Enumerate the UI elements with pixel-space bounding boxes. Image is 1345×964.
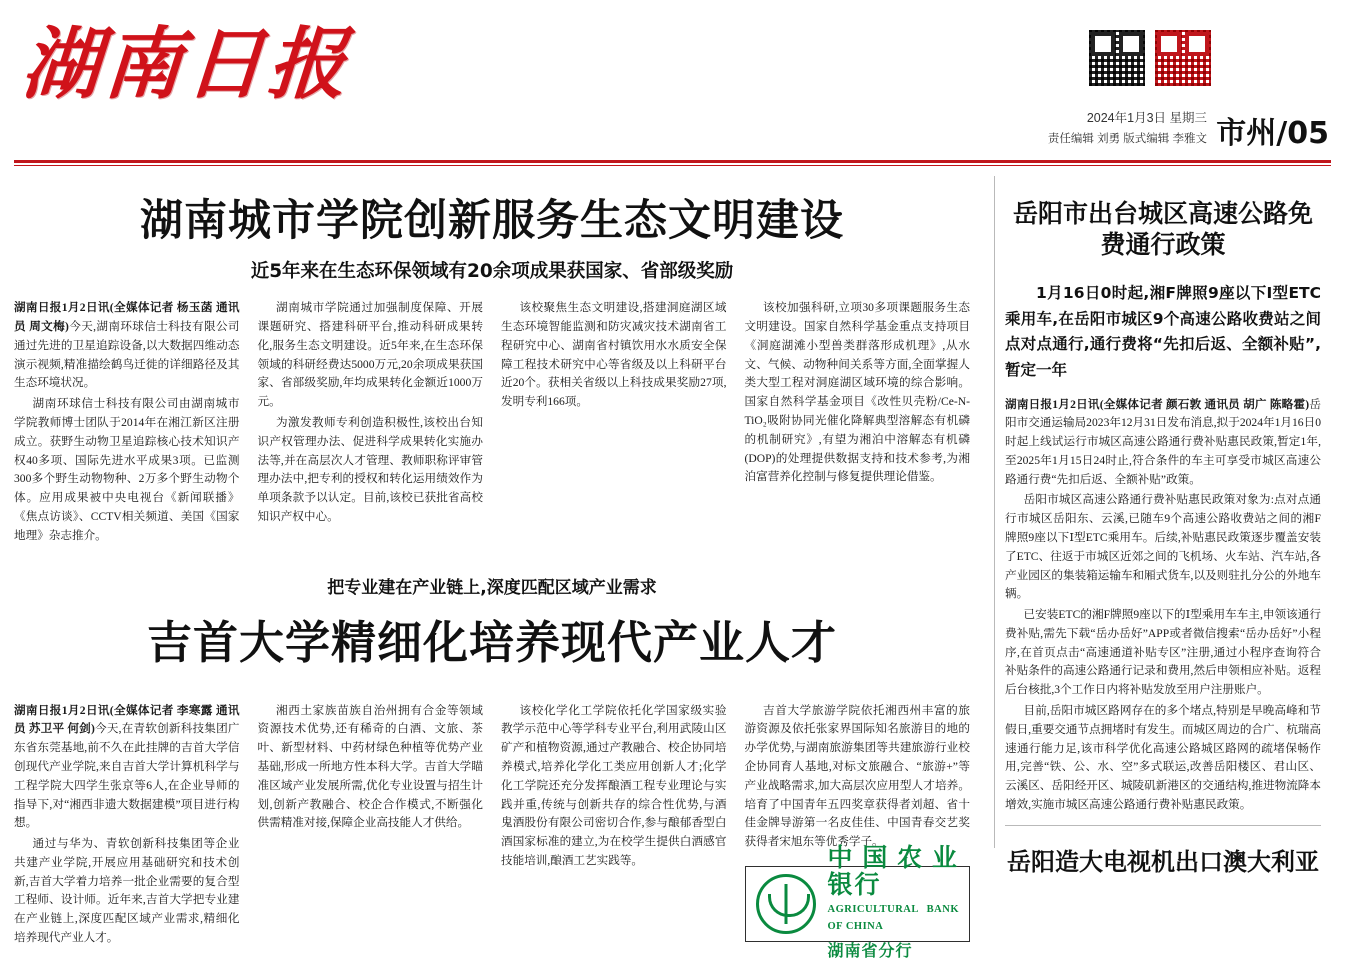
- article1-para-1: 今天,湖南环球信士科技有限公司通过先进的卫星追踪设备,以大数据四维动态演示视频,精准描绘鹤鸟迁徙的详细路径及其生态环境状况。: [14, 320, 240, 390]
- abc-bank-branch: 湖南省分行: [827, 940, 913, 960]
- article1-para-3: 湖南城市学院通过加强制度保障、开展课题研究、搭建科研平台,推动科研成果转化,服务生态文明建设。近5年来,在生态环保领域的科研经费达5000万元,20余项成果获国家、省部级奖励,年均成果转化金额近1000万元。: [257, 301, 483, 409]
- article1-subheadline: 近5年来在生态环保领域有20余项成果获国家、省部级奖励: [250, 261, 734, 283]
- right-para-4: 目前,岳阳市城区路网存在的多个堵点,特别是早晚高峰和节假日,重要交通节点拥堵时有发生。而城区周边的合广、杭瑞高速通行能力足,该市科学优化高速公路城区路网的疏堵保畅作用,完善“铁、公、水、空”多式联运,改善岳阳楼区、君山区、云溪区、岳阳经开区、城陵矶新港区的交通结构,推进物流降本增效,实施市城区高速公路通行费补贴惠民政策。: [1005, 704, 1321, 811]
- qr-code-row: [909, 30, 1211, 86]
- article2-para-3: 湘西土家族苗族自治州拥有合金等领域资源技术优势,还有稀奇的白酒、文旅、茶叶、新型材料、中药材绿色种植等优势产业基础,形成一所地方性本科大学。吉首大学瞄准区域产业发展所需,优化专业设置与招生计划,创新产教融合、校企合作模式,不断强化供需精准对接,保障企业高技能人才供给。: [257, 703, 483, 830]
- article2-column-2: [258, 702, 484, 950]
- masthead: [0, 0, 1345, 160]
- qr-code-2[interactable]: [1155, 30, 1211, 86]
- article1-column-4: [745, 299, 971, 547]
- article2-para-4: 该校化学化工学院依托化学国家级实验教学示范中心等学科专业平台,利用武陵山区矿产和植物资源,通过产教融合、校企协同培养模式,培养化学化工类应用创新人才;化学化工学院还充分发挥酿酒工程专业理论与实践并重,传统与创新共存的综合性优势,与酒鬼酒股份有限公司密切合作,参与酿郁香型白酒国家标准的建立,为在校学生提供白酒感官技能培训,酿酒工艺实践等。: [501, 703, 727, 867]
- section-label: 市州/05: [1216, 116, 1329, 151]
- masthead-divider-thick: [14, 160, 1331, 163]
- article1-para-2: 湖南环球信士科技有限公司由湖南城市学院教师博士团队于2014年在湘江新区注册成立。获野生动物卫星追踪核心技术知识产权40多项、国际先进水平成果3项。已监测300多个野生动物物种、2万多个野生动物个体。应用成果被中央电视台《新闻联播》《焦点访谈》、CCTV相关频道、美国《国家地理》杂志推介。: [14, 397, 240, 542]
- article1-column-3: [501, 299, 727, 547]
- article2-column-1: [14, 702, 240, 950]
- article1-column-2: [258, 299, 484, 547]
- article1-byline: 湖南日报1月2日讯(全媒体记者 杨玉菡 通讯员 周文梅): [14, 301, 240, 334]
- article1-para-4: 为激发教师专利创造积极性,该校出台知识产权管理办法、促进科学成果转化实施办法等,并在高层次人才管理、教师职称评审管理办法中,把专利的授权和转化运用绩效作为单项条款予以认定。目前,该校已获批省高校知识产权中心。: [257, 415, 483, 523]
- article2-para-1: 今天,在青软创新科技集团广东省东莞基地,前不久在此挂牌的吉首大学信创现代产业学院,来自吉首大学计算机科学与工程学院大四学生张京等6人,在企业导师的指导下,对“湘西非遗大数据建模”项目进行构想。: [14, 722, 240, 830]
- right-article-headline: 岳阳市出台城区高速公路免费通行政策: [1012, 199, 1313, 260]
- article1-para-5: 该校聚焦生态文明建设,搭建洞庭湖区域生态环境智能监测和防灾减灾技术湖南省工程研究中心、湖南省村镇饮用水水质安全保障工程技术研究中心等省级及以上科研平台近20个。获相关省级以上科技成果奖励27项,发明专利166项。: [501, 301, 727, 409]
- editors-line: 责任编辑 刘勇 版式编辑 李雅文: [1047, 133, 1207, 145]
- right-article-divider: [1005, 825, 1321, 826]
- page-content: [14, 176, 1331, 960]
- right-para-1: 岳阳市交通运输局2023年12月31日发布消息,拟于2024年1月16日0时起上线试运行市城区高速公路通行费补贴惠民政策,暂定1年,至2025年1月15日24时止,符合条件的车主可享受市城区高速公路通行费“先扣后返、全额补贴”政策。: [1005, 397, 1321, 486]
- article1-headline: 湖南城市学院创新服务生态文明建设: [140, 196, 844, 246]
- article2-column-4: [744, 702, 971, 960]
- article2-columns: [14, 702, 970, 960]
- article2-para-2: 通过与华为、青软创新科技集团等企业共建产业学院,开展应用基础研究和技术创新,吉首大学着力培养一批企业需要的复合型工程师、设计师。近年来,吉首大学把专业建在产业链上,深度匹配区域产业需求,精细化培养现代产业人才。: [14, 837, 240, 944]
- column-divider: [994, 176, 995, 848]
- advertisement-abc-bank[interactable]: [745, 842, 971, 960]
- publication-date: 2024年1月3日 星期三: [1086, 111, 1207, 125]
- masthead-title: 湖南日报: [18, 19, 354, 110]
- masthead-divider-thin: [14, 165, 1331, 166]
- article2-kicker: 把专业建在产业链上,深度匹配区域产业需求: [327, 578, 657, 599]
- article2-para-5: 吉首大学旅游学院依托湘西州丰富的旅游资源及依托张家界国际知名旅游目的地的办学优势,与湖南旅游集团等共建旅游行业校企协同育人基地,对标文旅融合、“旅游+”等产业战略需求,加大高层次应用型人才培养。培育了中国青年五四奖章获得者刘超、省十佳金牌导游第一名皮佳佳、中国青春交艺奖获得者宋旭东等优秀学子。: [744, 703, 970, 849]
- article2-byline: 湖南日报1月2日讯(全媒体记者 李寒露 通讯员 苏卫平 何剑): [14, 703, 240, 736]
- article1-column-1: [14, 299, 240, 547]
- article2-column-3: [501, 702, 727, 950]
- abc-bank-name-cn: 中国农业银行: [827, 842, 959, 900]
- qr-code-1[interactable]: [1089, 30, 1145, 86]
- abc-bank-logo-icon: [756, 874, 816, 934]
- abc-bank-text: [828, 844, 960, 964]
- article2-headline: 吉首大学精细化培养现代产业人才: [146, 616, 837, 670]
- right-article-lead: 1月16日0时起,湘F牌照9座以下Ⅰ型ETC乘用车,在岳阳市城区9个高速公路收费站之间点对点通行,通行费将“先扣后返、全额补贴”,暂定一年: [1005, 284, 1321, 379]
- right-column: [1005, 176, 1321, 876]
- right-article-byline: 湖南日报1月2日讯(全媒体记者 颜石敦 通讯员 胡广 陈略霍): [1005, 397, 1310, 411]
- right-para-2: 岳阳市城区高速公路通行费补贴惠民政策对象为:点对点通行市城区岳阳东、云溪,已随车9个高速公路收费站之间的湘F牌照9座以下Ⅰ型ETC乘用车。后续,补贴惠民政策逐步覆盖安装了ETC、往返于市城区近郊之间的飞机场、火车站、汽车站,各产业园区的集装箱运输车和厢式货车,以及则驻扎分公的外地车辆。: [1005, 493, 1321, 601]
- right-article2-headline: 岳阳造大电视机出口澳大利亚: [1007, 847, 1319, 876]
- left-column: [14, 176, 984, 960]
- article1-columns: [14, 299, 970, 547]
- article1-para-6: 该校加强科研,立项30多项课题服务生态文明建设。国家自然科学基金重点支持项目《洞庭湖滩小型兽类群落形成机理》,从水文、气候、动物种间关系等方面,全面掌握人类大型工程对洞庭湖区域环境的综合影响。国家自然科学基金项目《改性贝壳粉/Ce-N-TiO₂吸附协同光催化降解典型溶解态有机磷的机制研究》,有望为湘泊中溶解态有机磷(DOP)的处理提供数据支持和技术参考,为湘泊富营养化控制与修复提供理论借鉴。: [744, 301, 970, 484]
- right-article-body: [1005, 396, 1321, 815]
- abc-bank-name-en: AGRICULTURAL BANK OF CHINA: [827, 903, 959, 932]
- right-para-3: 已安装ETC的湘F牌照9座以下的Ⅰ型乘用车车主,申领该通行费补贴,需先下载“岳办岳好”APP或者微信搜索“岳办岳好”小程序,在首页点击“高速通道补贴专区”注册,通过小程序查询符合补贴条件的高速公路通行记录和费用,然后申领相应补贴。返程后台核批,3个工作日内将补贴发放至用户注册账户。: [1005, 608, 1321, 697]
